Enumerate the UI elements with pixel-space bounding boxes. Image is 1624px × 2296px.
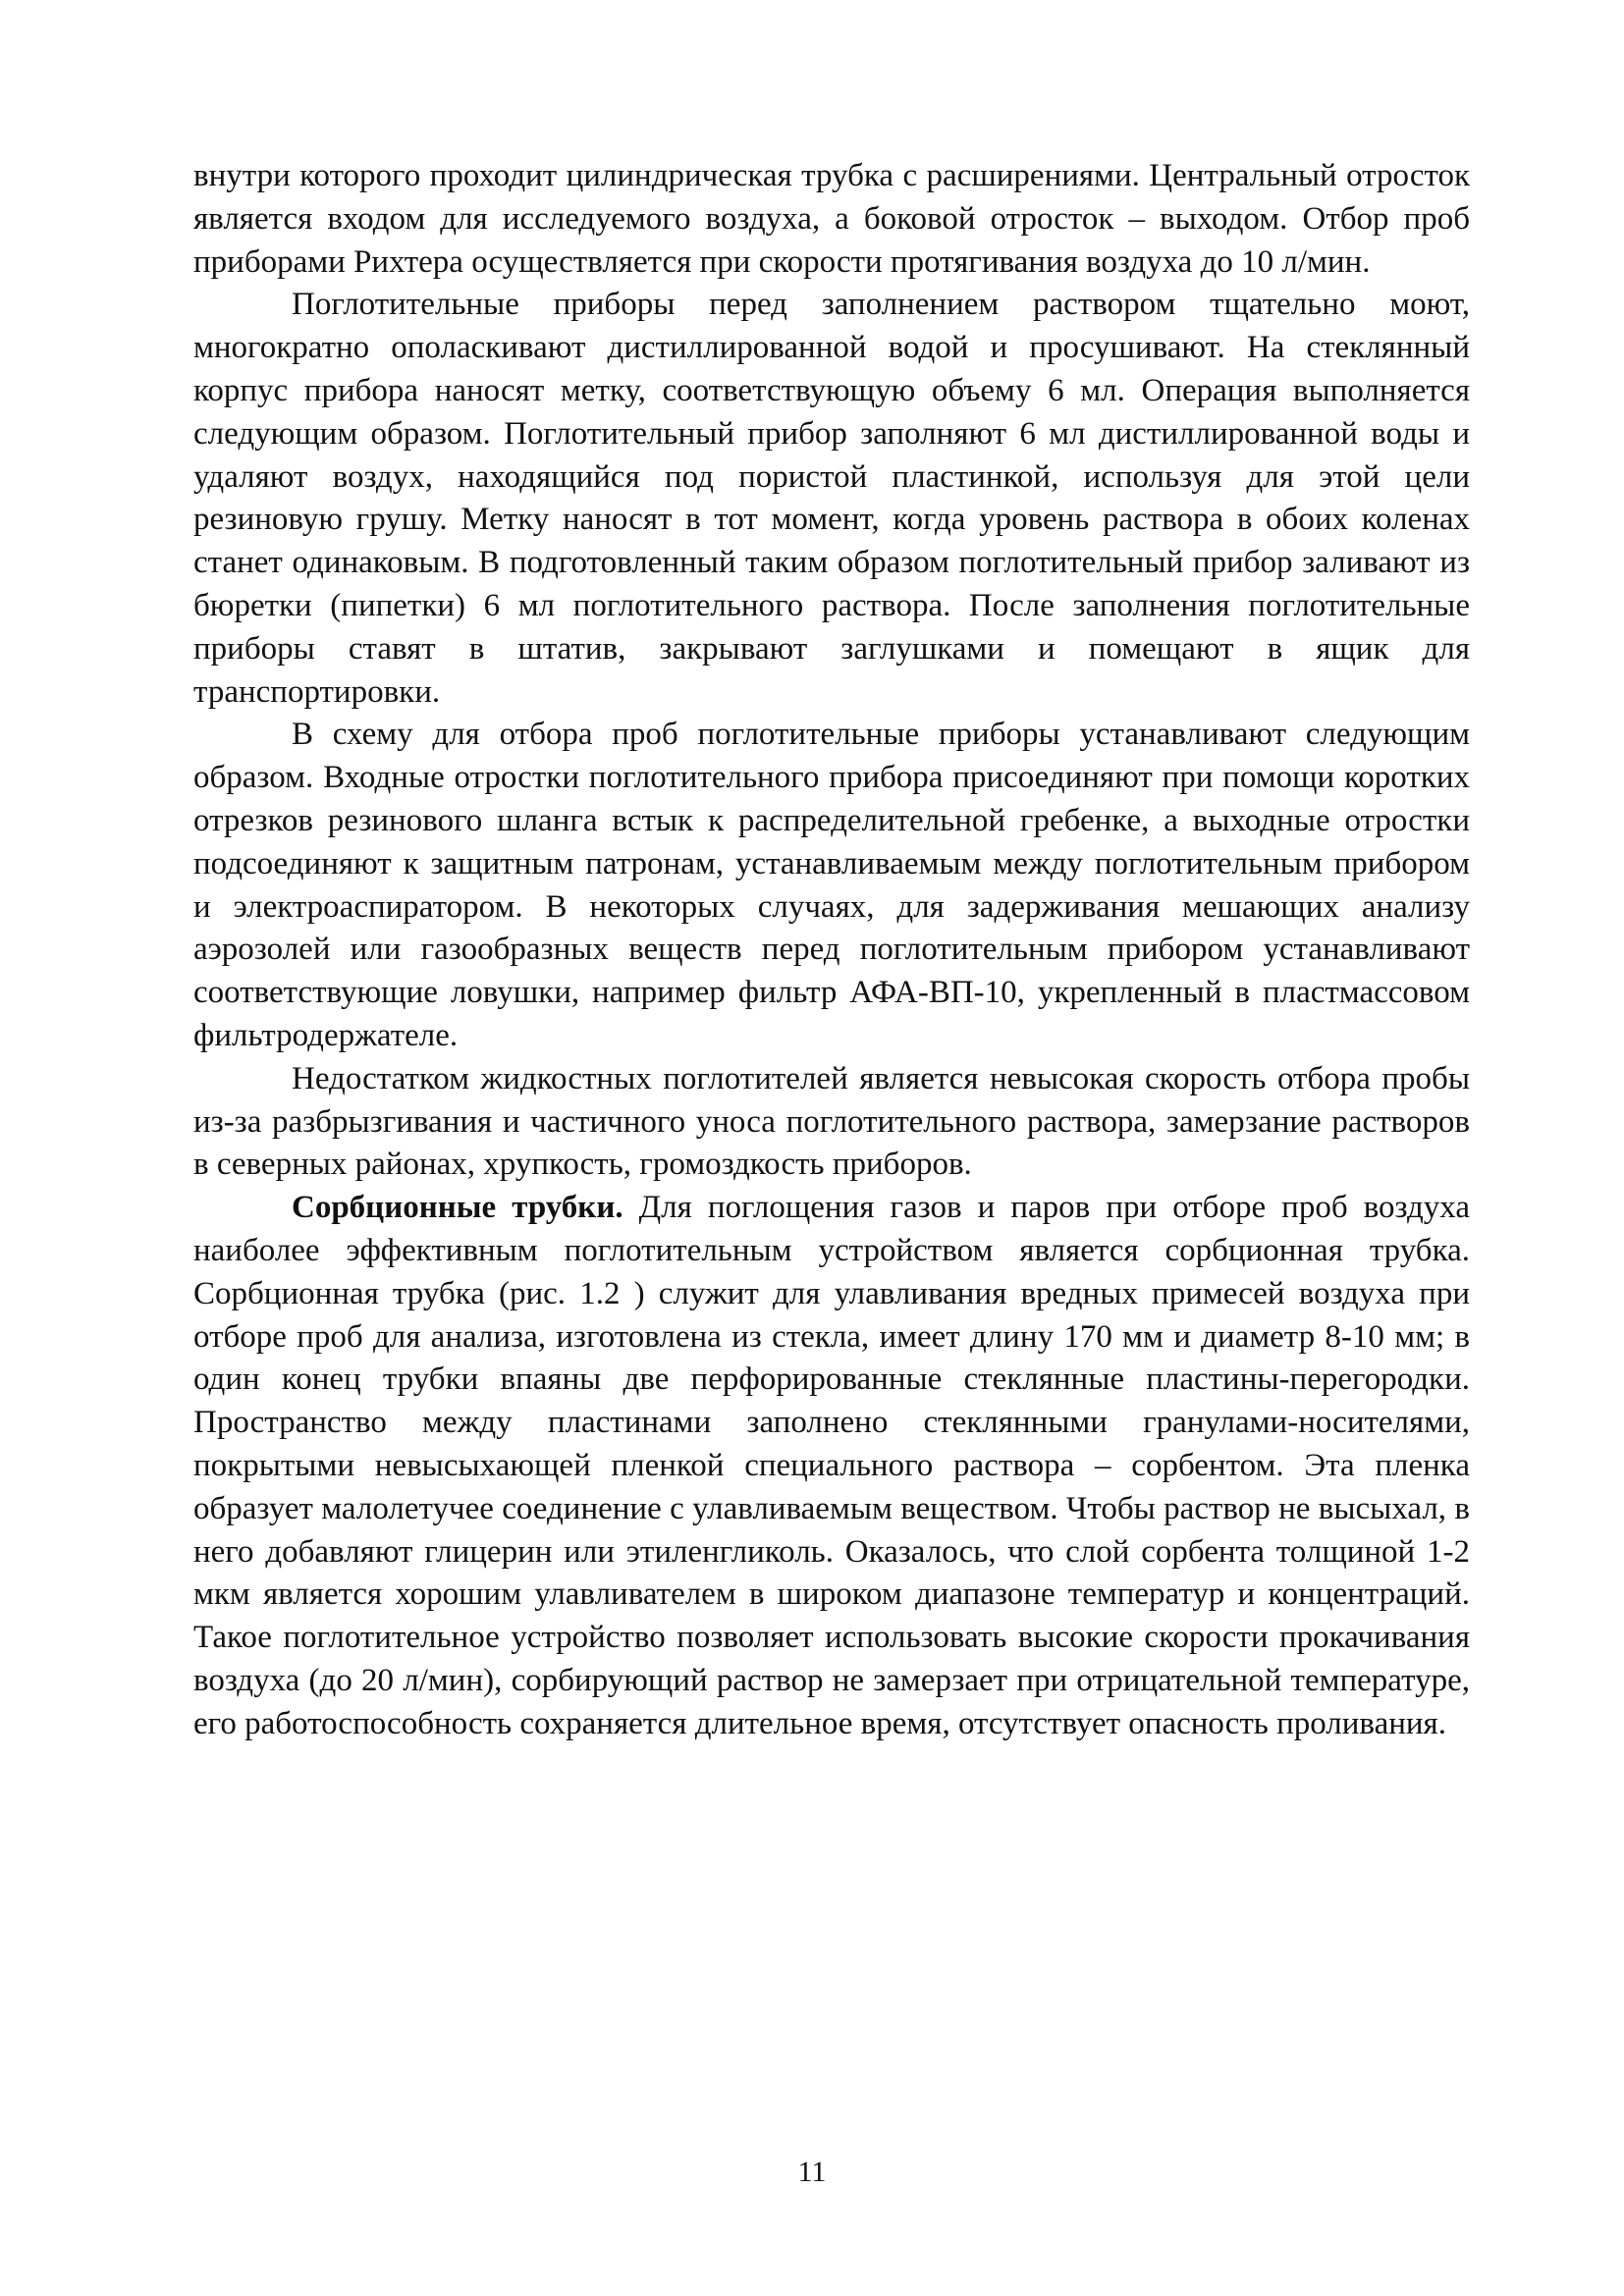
section-heading-sorption-tubes: Сорбционные трубки.: [292, 1190, 623, 1226]
page-number: 11: [797, 2156, 827, 2188]
paragraph-liquid-absorber-drawbacks: Недостатком жидкостных поглотителей является невысокая скорость отбора пробы из-за разбрызгивания и частичного уноса поглотительного раствора, замерзание растворов в северных районах, хрупкость, громоздкость приборов.: [193, 1060, 1470, 1183]
paragraph-sorption-tubes-text: Для поглощения газов и паров при отборе проб воздуха наиболее эффективным поглотительным устройством является сорбционная трубка. Сорбционная трубка (рис. 1.2 ) служит для улавливания вредных примесей воздуха при отборе проб для анализа, изготовлена из стекла, имеет длину 170 мм и диаметр 8-10 мм; в один конец трубки впаяны две перфорированные стеклянные пластины-перегородки. Пространство между пластинами заполнено стеклянными гранулами-носителями, покрытыми невысыхающей пленкой специального раствора – сорбентом. Эта пленка образует малолетучее соединение с улавливаемым веществом. Чтобы раствор не высыхал, в него добавляют глицерин или этиленгликоль. Оказалось, что слой сорбента толщиной 1-2 мкм является хорошим улавливателем в широком диапазоне температур и концентраций. Такое поглотительное устройство позволяет использовать высокие скорости прокачивания воздуха (до 20 л/мин), сорбирующий раствор не замерзает при отрицательной температуре, его работоспособность сохраняется длительное время, отсутствует опасность проливания.: [193, 1190, 1470, 1741]
paragraph-sampling-scheme: В схему для отбора проб поглотительные приборы устанавливают следующим образом. Входные отростки поглотительного прибора присоединяют при помощи коротких отрезков резинового шланга встык к распределительной гребенке, а выходные отростки подсоединяют к защитным патронам, устанавливаемым между поглотительным прибором и электроаспиратором. В некоторых случаях, для задерживания мешающих анализу аэрозолей или газообразных веществ перед поглотительным прибором устанавливают соответствующие ловушки, например фильтр АФА-ВП-10, укрепленный в пластмассовом фильтродержателе.: [193, 717, 1470, 1053]
paragraph-continued: внутри которого проходит цилиндрическая трубка с расширениями. Центральный отросток является входом для исследуемого воздуха, а боковой отросток – выходом. Отбор проб приборами Рихтера осуществляется при скорости протягивания воздуха до 10 л/мин.: [193, 158, 1470, 280]
page-body: [193, 155, 1470, 1745]
paragraph-sorption-tubes: [193, 1187, 1470, 1745]
paragraph-absorber-preparation: Поглотительные приборы перед заполнением раствором тщательно моют, многократно ополаскивают дистиллированной водой и просушивают. На стеклянный корпус прибора наносят метку, соответствующую объему 6 мл. Операция выполняется следующим образом. Поглотительный прибор заполняют 6 мл дистиллированной воды и удаляют воздух, находящийся под пористой пластинкой, используя для этой цели резиновую грушу. Метку наносят в тот момент, когда уровень раствора в обоих коленах станет одинаковым. В подготовленный таким образом поглотительный прибор заливают из бюретки (пипетки) 6 мл поглотительного раствора. После заполнения поглотительные приборы ставят в штатив, закрывают заглушками и помещают в ящик для транспортировки.: [193, 287, 1470, 710]
